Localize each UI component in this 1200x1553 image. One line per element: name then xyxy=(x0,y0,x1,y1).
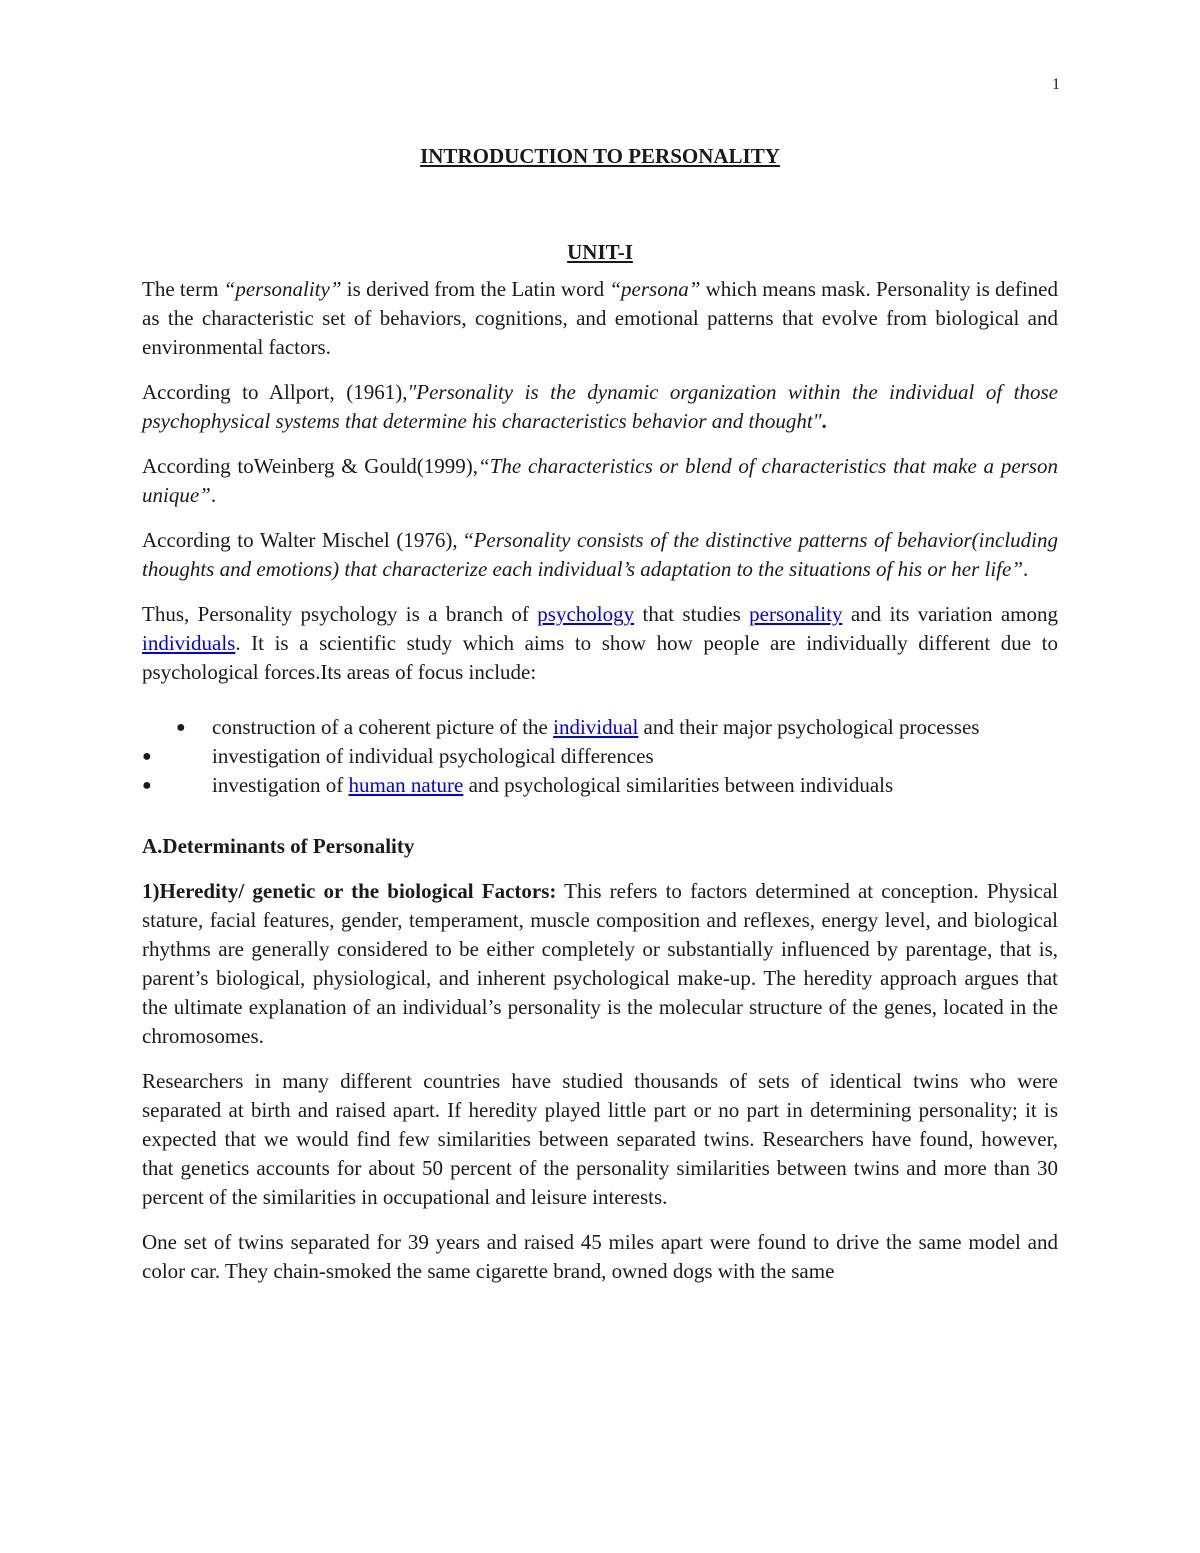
psychology-link[interactable]: psychology xyxy=(537,602,635,626)
document-body xyxy=(142,142,1058,1302)
bullet-icon: ● xyxy=(176,719,186,736)
bullet-icon: ● xyxy=(142,777,152,794)
intro-paragraph: The term “personality” is derived from the Latin word “persona” which means mask. Personality is defined as the characteristic set of behaviors, cognitions, and emotional patterns that evolve from biological and environmental factors. xyxy=(142,277,1058,359)
individuals-link[interactable]: individuals xyxy=(142,631,236,655)
personality-psychology-paragraph: Thus, Personality psychology is a branch of psychology that studies personality and its variation among individuals. It is a scientific study which aims to show how people are individually different due to psychological forces.Its areas of focus include: xyxy=(142,602,1058,684)
unit-heading: UNIT-I xyxy=(567,240,633,264)
focus-areas-list xyxy=(142,713,1058,800)
document-title: INTRODUCTION TO PERSONALITY xyxy=(420,144,780,168)
page-number: 1 xyxy=(1052,76,1060,93)
individual-link[interactable]: individual xyxy=(553,715,639,739)
list-item: ● investigation of individual psychological differences xyxy=(142,742,1058,771)
allport-definition: According to Allport, (1961),"Personality is the dynamic organization within the individual of those psychophysical systems that determine his characteristics behavior and thought". xyxy=(142,380,1058,433)
list-item: ● construction of a coherent picture of the individual and their major psychological processes xyxy=(142,713,1058,742)
human-nature-link[interactable]: human nature xyxy=(348,773,464,797)
section-heading: A.Determinants of Personality xyxy=(142,834,415,858)
bullet-icon: ● xyxy=(142,748,152,765)
weinberg-definition: According toWeinberg & Gould(1999),“The characteristics or blend of characteristics that make a person unique”. xyxy=(142,454,1058,507)
personality-link[interactable]: personality xyxy=(749,602,843,626)
mischel-definition: According to Walter Mischel (1976), “Personality consists of the distinctive patterns of behavior(including thoughts and emotions) that characterize each individual’s adaptation to the situations of his or her life”. xyxy=(142,528,1058,581)
researchers-paragraph: Researchers in many different countries have studied thousands of sets of identical twins who were separated at birth and raised apart. If heredity played little part or no part in determining personality; it is expected that we would find few similarities between separated twins. Researchers have found, however, that genetics accounts for about 50 percent of the personality similarities between twins and more than 30 percent of the similarities in occupational and leisure interests. xyxy=(142,1069,1058,1209)
heredity-paragraph: 1)Heredity/ genetic or the biological Factors: This refers to factors determined at conception. Physical stature, facial features, gender, temperament, muscle composition and reflexes, energy level, and biological rhythms are generally considered to be either completely or substantially influenced by parentage, that is, parent’s biological, physiological, and inherent psychological make-up. The heredity approach argues that the ultimate explanation of an individual’s personality is the molecular structure of the genes, located in the chromosomes. xyxy=(142,879,1058,1048)
list-item: ● investigation of human nature and psychological similarities between individuals xyxy=(142,771,1058,800)
twins-paragraph: One set of twins separated for 39 years and raised 45 miles apart were found to drive the same model and color car. They chain-smoked the same cigarette brand, owned dogs with the same xyxy=(142,1230,1058,1283)
